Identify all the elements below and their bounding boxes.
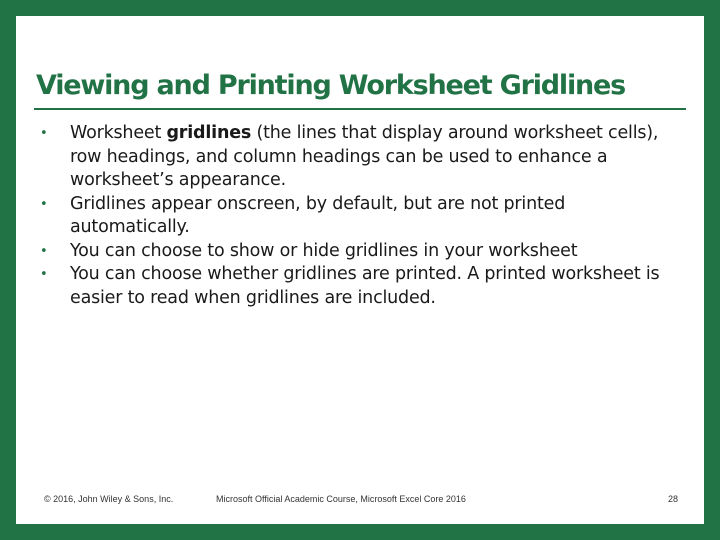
bullet-item: [34, 193, 684, 240]
bullet-text: Worksheet: [70, 123, 167, 143]
bullet-text: You can choose whether gridlines are printed. A printed worksheet is easier to read when gridlines are included.: [70, 264, 660, 308]
bullet-marker: •: [40, 267, 48, 282]
bullet-text: Gridlines appear onscreen, by default, but are not printed automatically.: [70, 193, 566, 237]
bullet-marker: •: [40, 243, 48, 259]
page-number: 28: [667, 494, 678, 504]
bullet-text-rest: (the lines that display around worksheet cells), row headings, and column headings can be used to enhance a worksheet’s appearance.: [70, 123, 659, 190]
footer-course-name: Microsoft Official Academic Course, Microsoft Excel Core 2016: [216, 494, 466, 504]
slide: [16, 16, 704, 524]
bullet-item: [34, 240, 684, 264]
bullet-list: [34, 122, 684, 310]
slide-title: Viewing and Printing Worksheet Gridlines: [36, 70, 626, 101]
bullet-text: You can choose to show or hide gridlines in your worksheet: [70, 240, 578, 261]
bullet-item: [34, 263, 684, 310]
title-underline: [34, 108, 686, 110]
bullet-marker: •: [40, 196, 48, 212]
bullet-item: [34, 122, 684, 193]
bullet-bold-term: gridlines: [166, 123, 252, 143]
footer-copyright: © 2016, John Wiley & Sons, Inc.: [44, 494, 174, 504]
bullet-marker: •: [40, 126, 48, 141]
